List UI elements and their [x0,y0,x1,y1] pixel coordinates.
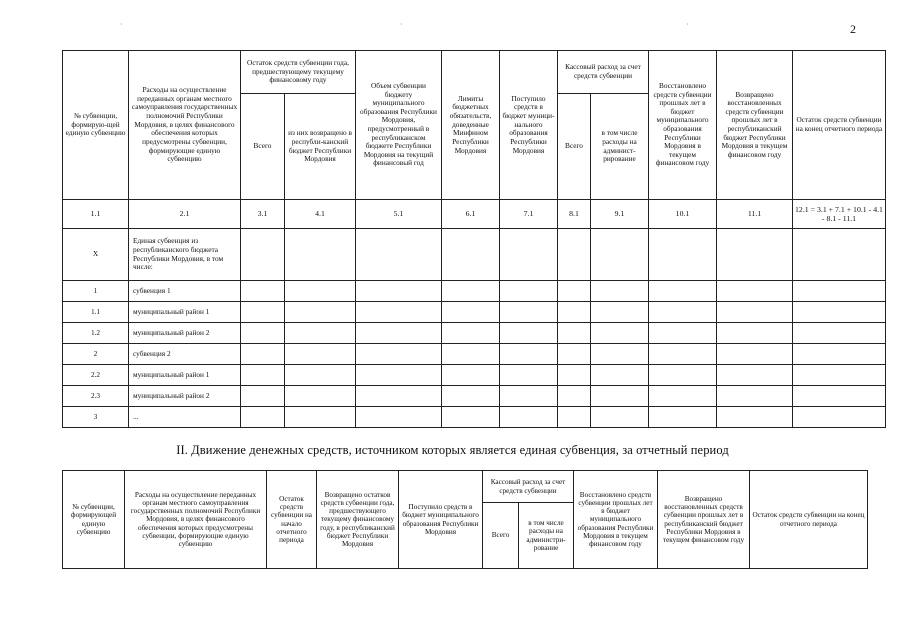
row-number: X [63,229,129,281]
cash-flow-table [62,470,868,569]
header-cash-admin: в том числе расходы на администри-рование [519,503,574,569]
row-number: 1 [63,281,129,302]
header-expenses: Расходы на осуществление переданных органам местного самоуправления государственных полномочий Республики Мордовия, в целях финансового обеспечения которых предусмотрены субвенции, формирующие единую субвенцию [129,51,241,200]
header-expenses: Расходы на осуществление переданных органам местного самоуправления государственных полномочий Республики Мордовия, в целях финансового обеспечения которых предусмотрены субвенции, формирующие единую субвенцию [125,471,267,569]
scan-dot: · [120,20,123,29]
row-number: 2.2 [63,365,129,386]
header-balance-total: Всего [241,94,285,200]
row-name: муниципальный район 1 [129,302,241,323]
row-name: Единая субвенция из республиканского бюджета Республики Мордовия, в том числе: [129,229,241,281]
header-received-funds: Поступило средств в бюджет муниципального образования Республики Мордовия [399,471,483,569]
row-number: 1.2 [63,323,129,344]
table-row [63,365,886,386]
column-number: 6.1 [442,200,500,229]
row-name: субвенция 2 [129,344,241,365]
column-number: 8.1 [558,200,591,229]
row-number: 2.3 [63,386,129,407]
header-subvention-number: № субвенции, формирующей единую субвенцию [63,471,125,569]
column-number: 4.1 [285,200,356,229]
scan-dot: · [686,20,689,29]
header-cash-expense: Кассовый расход за счет средств субвенции [558,51,649,94]
table-row [63,323,886,344]
header-cash-expense: Кассовый расход за счет средств субвенции [483,471,574,503]
header-balance-start: Остаток средств субвенции на начало отчетного периода [267,471,317,569]
row-name: ... [129,407,241,428]
header-returned-balances: Возвращено остатков средств субвенции года, предшествующего текущему финансовому году, в республиканский бюджет Республики Мордовия [317,471,399,569]
row-name: муниципальный район 1 [129,365,241,386]
column-number: 10.1 [649,200,717,229]
row-number: 3 [63,407,129,428]
scan-dot: · [400,20,403,29]
row-name: муниципальный район 2 [129,323,241,344]
column-number: 2.1 [129,200,241,229]
row-name: муниципальный район 2 [129,386,241,407]
header-returned-restored: Возвращено восстановленных средств субвенции прошлых лет в республиканский бюджет Республики Мордовия в текущем финансовом году [658,471,750,569]
column-number: 3.1 [241,200,285,229]
header-balance-end: Остаток средств субвенции на конец отчетного периода [793,51,886,200]
column-number: 9.1 [591,200,649,229]
subvention-balance-table [62,50,886,428]
section-title: II. Движение денежных средств, источником которых является единая субвенция, за отчетный период [176,443,729,457]
header-balance-previous-year: Остаток средств субвенции года, предшествующему текущему финансовому году [241,51,356,94]
header-restored-funds: Восстановлено средств субвенции прошлых лет в бюджет муниципального образования Республики Мордовия в текущем финансовом году [574,471,658,569]
page-number: 2 [850,22,856,36]
header-cash-total: Всего [483,503,519,569]
table-row [63,386,886,407]
column-number: 7.1 [500,200,558,229]
column-number: 1.1 [63,200,129,229]
header-budget-limits: Лимиты бюджетных обязательств, доведенные Минфином Республики Мордовия [442,51,500,200]
table-row [63,344,886,365]
header-subvention-volume: Объем субвенции бюджету муниципального образования Республики Мордовия, предусмотренный в республиканском бюджете Республики Мордовия на текущий финансовый год [356,51,442,200]
table-row [63,302,886,323]
header-balance-end: Остаток средств субвенции на конец отчетного периода [750,471,868,569]
table-row [63,281,886,302]
header-returned-restored: Возвращено восстановленных средств субвенции прошлых лет в республиканский бюджет Республики Мордовия в текущем финансовом году [717,51,793,200]
row-number: 2 [63,344,129,365]
table-row [63,229,886,281]
column-number: 11.1 [717,200,793,229]
column-number-row [63,200,886,229]
header-cash-total: Всего [558,94,591,200]
header-subvention-number: № субвенции, формирую-щей единую субвенцию [63,51,129,200]
header-balance-returned: из них возвращено в республи-канский бюджет Республики Мордовия [285,94,356,200]
row-name: субвенция 1 [129,281,241,302]
row-number: 1.1 [63,302,129,323]
header-restored-funds: Восстановлено средств субвенции прошлых лет в бюджет муниципального образования Республики Мордовия в текущем финансовом году [649,51,717,200]
header-cash-admin: в том числе расходы на админист-рирование [591,94,649,200]
table-row [63,407,886,428]
header-received-funds: Поступило средств в бюджет муници-нального образования Республики Мордовия [500,51,558,200]
column-number: 12.1 = 3.1 + 7.1 + 10.1 - 4.1 - 8.1 - 11.1 [793,200,886,229]
column-number: 5.1 [356,200,442,229]
